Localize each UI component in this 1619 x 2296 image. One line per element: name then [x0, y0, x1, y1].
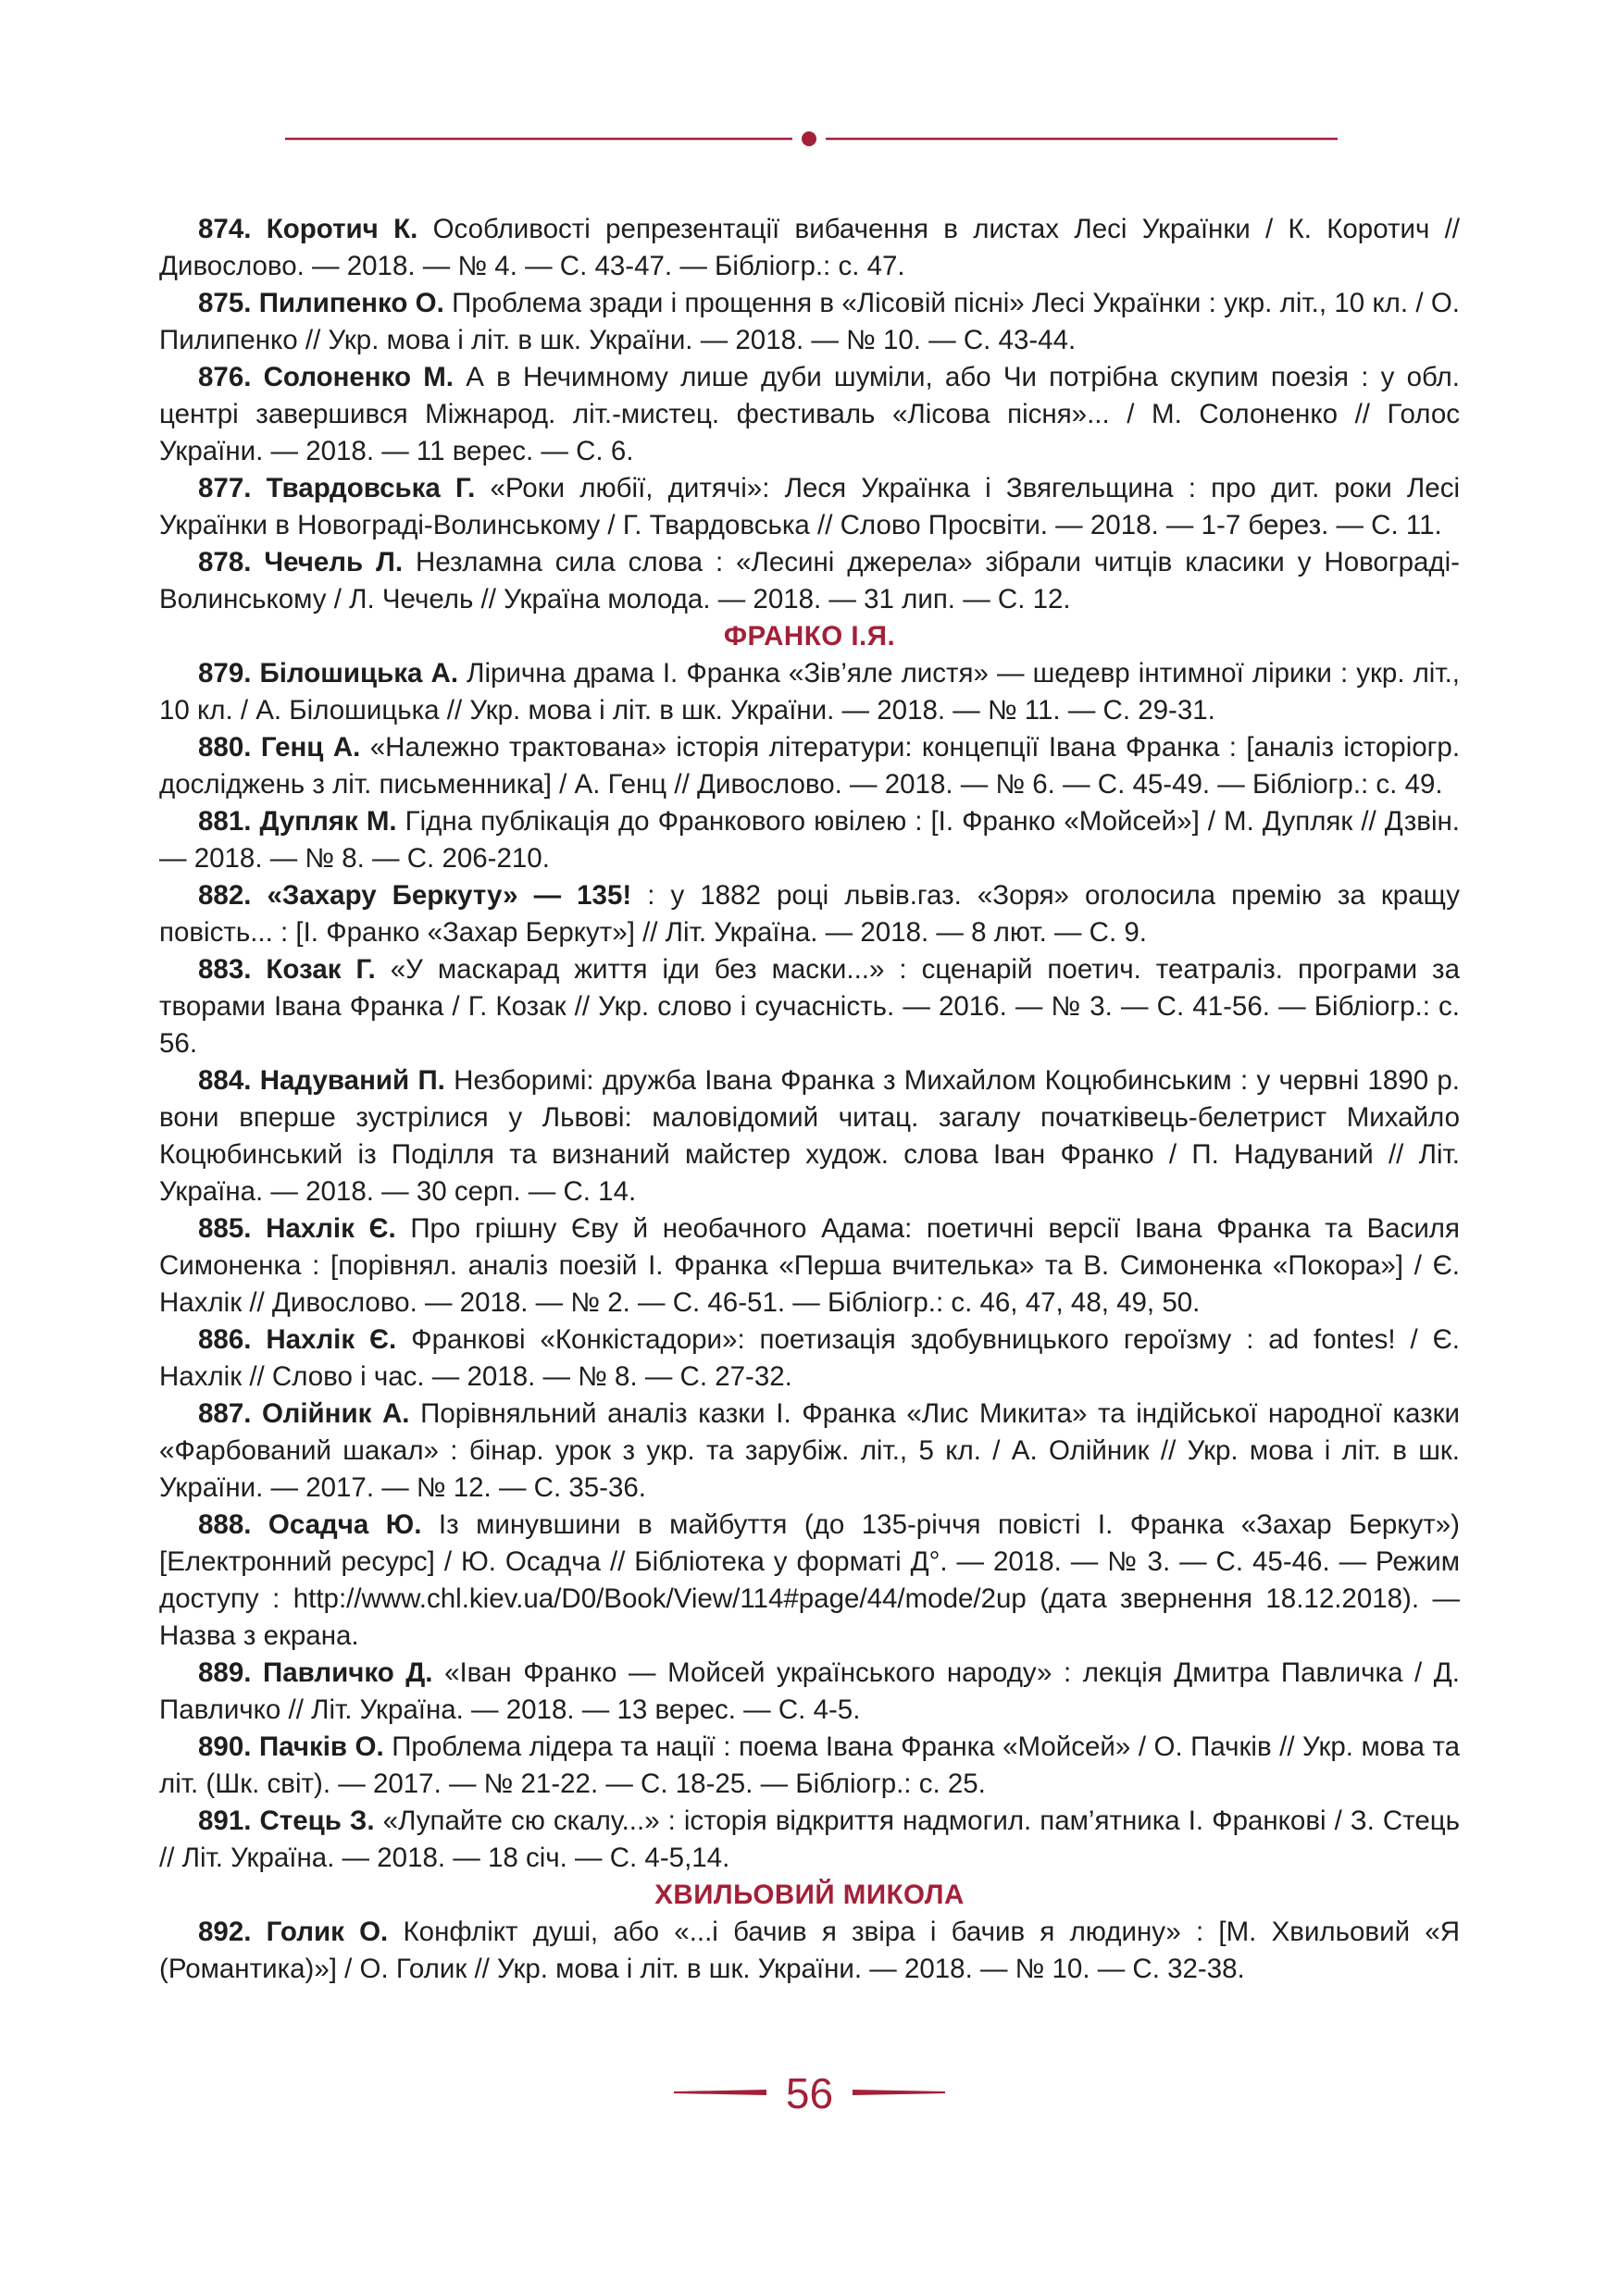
bibliography-entry — [159, 655, 1460, 729]
bibliography-entry — [159, 1062, 1460, 1210]
entry-author: Нахлік Є. — [266, 1213, 396, 1244]
entry-text: «Належно трактована» історія літератури: концепції Івана Франка : [аналіз історіогр. досліджень з літ. письменника] / А. Генц // Дивослово. — 2018. — № 6. — С. 45-49. — Бібліогр.: с. 49. — [159, 732, 1461, 800]
entry-author: Осадча Ю. — [268, 1509, 422, 1540]
entry-author: Павличко Д. — [262, 1657, 433, 1688]
entry-author: «Захару Беркуту» — 135! — [267, 880, 632, 911]
entry-author: Твардовська Г. — [266, 473, 476, 503]
entry-number: 884. — [198, 1065, 252, 1096]
entry-text: Проблема лідера та нації : поема Івана Франка «Мойсей» / О. Пачків // Укр. мова та літ. (Шк. світ). — 2017. — № 21-22. — С. 18-25. — Бібліогр.: с. 25. — [159, 1731, 1460, 1799]
bibliography-entry — [159, 1729, 1460, 1803]
entry-author: Генц А. — [260, 732, 361, 763]
entry-number: 876. — [198, 362, 252, 392]
entry-text: Конфлікт душі, або «...і бачив я звіра і бачив я людину» : [М. Хвильовий «Я (Романтика)»] / О. Голик // Укр. мова і літ. в шк. України. — 2018. — № 10. — С. 32-38. — [159, 1917, 1460, 1984]
entry-number: 874. — [198, 214, 252, 244]
bibliography-list — [159, 211, 1460, 1988]
entry-text: Лірична драма І. Франка «Зів’яле листя» — шедевр інтимної лірики : укр. літ., 10 кл. / А. Білошицька // Укр. мова і літ. в шк. України. — 2018. — № 11. — С. 29-31. — [159, 658, 1460, 726]
bibliography-entry — [159, 1322, 1460, 1396]
entry-number: 889. — [198, 1657, 252, 1688]
entry-text: «Лупайте сю скалу...» : історія відкриття надмогил. пам’ятника І. Франкові / З. Стець // Літ. Україна. — 2018. — 18 січ. — С. 4-5,14. — [159, 1806, 1461, 1873]
entry-number: 891. — [198, 1806, 252, 1836]
entry-number: 885. — [198, 1213, 252, 1244]
entry-number: 880. — [198, 732, 252, 763]
entry-number: 879. — [198, 658, 252, 689]
entry-author: Олійник А. — [262, 1398, 410, 1429]
entry-author: Чечель Л. — [264, 547, 404, 577]
bibliography-entry — [159, 544, 1460, 618]
entry-number: 887. — [198, 1398, 252, 1429]
entry-text: Гідна публікація до Франкового ювілею : [І. Франко «Мойсей»] / М. Дупляк // Дзвін. — 2018. — № 8. — С. 206-210. — [159, 806, 1460, 874]
bibliography-entry — [159, 803, 1460, 877]
entry-number: 875. — [198, 288, 252, 318]
section-heading: ФРАНКО І.Я. — [723, 621, 896, 652]
entry-author: Солоненко М. — [263, 362, 454, 392]
entry-author: Пилипенко О. — [258, 288, 444, 318]
bibliography-entry — [159, 470, 1460, 544]
bibliography-entry — [159, 951, 1460, 1062]
entry-author: Коротич К. — [266, 214, 418, 244]
entry-text: Про грішну Єву й необачного Адама: поетичні версії Івана Франка та Василя Симоненка : [порівнял. аналіз поезій І. Франка «Перша вчителька» та В. Симоненка «Покора»] / Є. Нахлік // Дивослово. — 2018. — № 2. — С. 46-51. — Бібліогр.: с. 46, 47, 48, 49, 50. — [159, 1213, 1460, 1318]
entry-number: 886. — [198, 1324, 252, 1355]
bibliography-entry — [159, 1655, 1460, 1729]
entry-text: Особливості репрезентації вибачення в листах Лесі Українки / К. Коротич // Дивослово. — 2018. — № 4. — С. 43-47. — Бібліогр.: с. 47. — [159, 214, 1461, 281]
entry-text: : у 1882 році львів.газ. «Зоря» оголосила премію за кращу повість... : [І. Франко «Захар Беркут»] // Літ. Україна. — 2018. — 8 лют. — С. 9. — [159, 880, 1460, 948]
entry-number: 892. — [198, 1917, 252, 1947]
bibliography-entry — [159, 1210, 1460, 1322]
entry-author: Стець З. — [259, 1806, 375, 1836]
section-heading: ХВИЛЬОВИЙ МИКОЛА — [654, 1880, 965, 1910]
bibliography-entry — [159, 1914, 1460, 1988]
entry-number: 888. — [198, 1509, 252, 1540]
bibliography-entry — [159, 1396, 1460, 1507]
entry-number: 881. — [198, 806, 252, 837]
entry-number: 890. — [198, 1731, 252, 1762]
entry-author: Пачків О. — [258, 1731, 384, 1762]
bibliography-entry — [159, 877, 1460, 951]
bibliography-entry — [159, 285, 1460, 359]
entry-number: 877. — [198, 473, 252, 503]
header-dot — [802, 131, 816, 146]
entry-text: Порівняльний аналіз казки І. Франка «Лис Микита» та індійської народної казки «Фарбований шакал» : бінар. урок з укр. та зарубіж. літ., 5 кл. / А. Олійник // Укр. мова і літ. в шк. України. — 2017. — № 12. — С. 35-36. — [159, 1398, 1461, 1503]
page-number: 56 — [785, 2069, 834, 2117]
entry-author: Надуваний П. — [259, 1065, 445, 1096]
entry-text: Із минувшини в майбуття (до 135-річчя повісті І. Франка «Захар Беркут») [Електронний ресурс] / Ю. Осадча // Бібліотека у форматі Д°. — 2018. — № 3. — С. 45-46. — Режим доступу : http://www.chl.kiev.ua/D0/Book/View/114#page/44/mode/2up (дата звернення 18.12.2018). — Назва з екрана. — [159, 1509, 1461, 1651]
entry-author: Дупляк М. — [259, 806, 397, 837]
entry-text: Незборимі: дружба Івана Франка з Михайлом Коцюбинським : у червні 1890 р. вони вперше зустрілися у Львові: маловідомий читац. загалу початківець-белетрист Михайло Коцюбинський із Поділля та визнаний майстер худож. слова Іван Франко / П. Надуваний // Літ. Україна. — 2018. — 30 серп. — С. 14. — [159, 1065, 1461, 1207]
entry-number: 878. — [198, 547, 252, 577]
bibliography-entry — [159, 729, 1460, 803]
entry-author: Білошицька А. — [259, 658, 459, 689]
entry-text: «У маскарад життя іди без маски...» : сценарій поетич. театраліз. програми за творами Івана Франка / Г. Козак // Укр. слово і сучасність. — 2016. — № 3. — С. 41-56. — Бібліогр.: с. 56. — [159, 954, 1460, 1059]
bibliography-entry — [159, 1803, 1460, 1877]
entry-text: Франкові «Конкістадори»: поетизація здобувницького героїзму : ad fontes! / Є. Нахлік // Слово і час. — 2018. — № 8. — С. 27-32. — [159, 1324, 1460, 1392]
entry-text: А в Нечимному лише дуби шуміли, або Чи потрібна скупим поезія : у обл. центрі завершився Міжнарод. літ.-мистец. фестиваль «Лісова пісня»... / М. Солоненко // Голос України. — 2018. — 11 верес. — С. 6. — [159, 362, 1460, 466]
entry-author: Козак Г. — [266, 954, 376, 985]
header-ornament — [0, 130, 1619, 148]
entry-number: 883. — [198, 954, 252, 985]
entry-author: Голик О. — [266, 1917, 389, 1947]
entry-text: «Роки любії, дитячі»: Леся Українка і Звягельщина : про дит. роки Лесі Українки в Новограді-Волинському / Г. Твардовська // Слово Просвіти. — 2018. — 1-7 берез. — С. 11. — [159, 473, 1460, 540]
entry-author: Нахлік Є. — [266, 1324, 397, 1355]
bibliography-entry — [159, 1507, 1460, 1655]
entry-text: Проблема зради і прощення в «Лісовій пісні» Лесі Українки : укр. літ., 10 кл. / О. Пилипенко // Укр. мова і літ. в шк. України. — 2018. — № 10. — С. 43-44. — [159, 288, 1461, 355]
entry-text: Незламна сила слова : «Лесині джерела» зібрали читців класики у Новограді-Волинському / Л. Чечель // Україна молода. — 2018. — 31 лип. — С. 12. — [159, 547, 1461, 614]
page-footer — [0, 2066, 1619, 2121]
entry-number: 882. — [198, 880, 252, 911]
bibliography-entry — [159, 211, 1460, 285]
entry-text: «Іван Франко — Мойсей українського народу» : лекція Дмитра Павличка / Д. Павличко // Літ. Україна. — 2018. — 13 верес. — С. 4-5. — [159, 1657, 1460, 1725]
bibliography-entry — [159, 359, 1460, 470]
